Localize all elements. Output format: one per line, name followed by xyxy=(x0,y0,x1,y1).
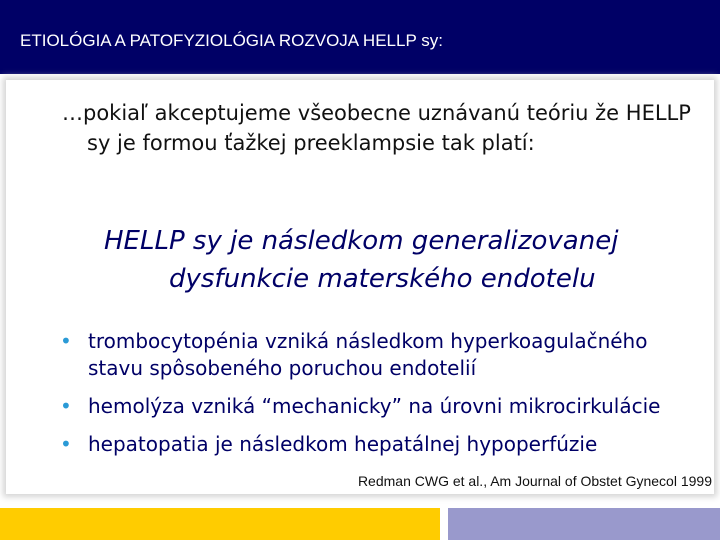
bullet-icon: • xyxy=(60,394,72,418)
title-bar xyxy=(0,0,720,74)
key-statement-line-2: dysfunkcie materského endotelu xyxy=(169,264,596,294)
bullet-item xyxy=(60,431,710,458)
bullet-list xyxy=(60,328,710,469)
key-statement-line-1: HELLP sy je následkom generalizovanej xyxy=(104,226,619,256)
intro-line-1: …pokiaľ akceptujeme všeobecne uznávanú teóriu že HELLP xyxy=(62,101,691,125)
bullet-icon: • xyxy=(60,432,72,456)
intro-line-2: sy je formou ťažkej preeklampsie tak platí: xyxy=(87,131,535,155)
key-statement xyxy=(104,222,704,298)
bullet-item xyxy=(60,328,710,382)
bullet-item xyxy=(60,393,710,420)
bullet-text: hepatopatia je následkom hepatálnej hypoperfúzie xyxy=(88,432,598,456)
bullet-text: trombocytopénia vzniká následkom hyperkoagulačného xyxy=(88,329,648,353)
bullet-icon: • xyxy=(60,329,72,353)
bullet-text-continued: stavu spôsobeného poruchou endotelií xyxy=(88,356,477,380)
citation: Redman CWG et al., Am Journal of Obstet Gynecol 1999 xyxy=(357,473,712,489)
slide-title: ETIOLÓGIA A PATOFYZIOLÓGIA ROZVOJA HELLP sy: xyxy=(20,31,443,50)
bullet-text: hemolýza vzniká “mechanicky” na úrovni mikrocirkulácie xyxy=(88,394,661,418)
footer-bar-left xyxy=(0,508,440,540)
footer-bar-right xyxy=(448,508,720,540)
intro-text xyxy=(62,98,702,158)
